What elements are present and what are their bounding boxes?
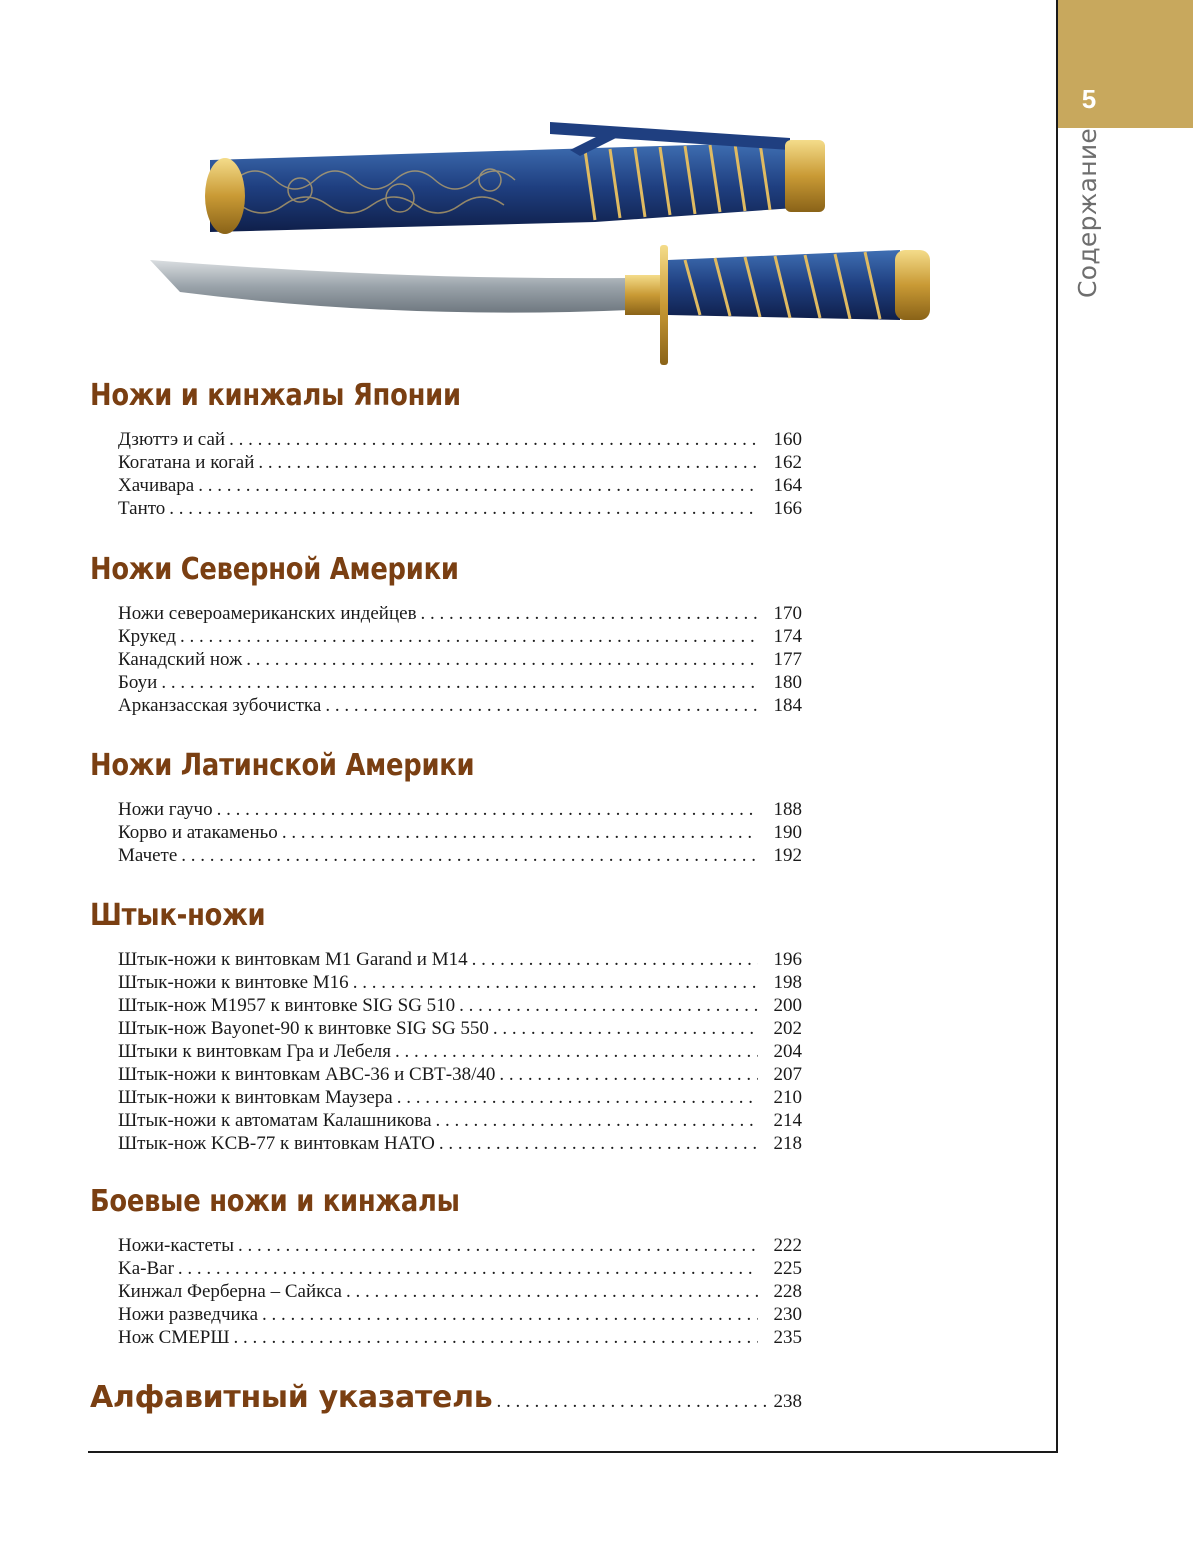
entry-page: 174 [773,626,802,647]
dot-leader [472,948,758,971]
bottom-border-line [88,1451,1058,1453]
section-title: Боевые ножи и кинжалы [90,1184,460,1219]
entry-label: Мачете [118,845,178,866]
entry-label: Крукед [118,626,177,647]
entry-page: 162 [773,452,802,473]
entry-label: Ka-Bar [118,1258,174,1279]
dot-leader [436,1109,758,1132]
dot-leader [346,1280,758,1303]
entry-label: Кинжал Ферберна – Сайкса [118,1281,342,1302]
toc-entry[interactable] [118,602,802,625]
dot-leader [161,671,758,694]
toc-entry[interactable] [118,1040,802,1063]
entry-page: 222 [773,1235,802,1256]
entry-page: 196 [773,949,802,970]
dot-leader [395,1040,758,1063]
entry-label: Штык-нож Bayonet-90 к винтовке SIG SG 550 [118,1018,489,1039]
toc-entry[interactable] [118,671,802,694]
dot-leader [493,1017,758,1040]
table-of-contents [90,376,802,1418]
toc-entry[interactable] [118,694,802,717]
entry-page: 166 [773,498,802,519]
section-title: Ножи и кинжалы Японии [90,378,461,413]
toc-entry[interactable] [118,1017,802,1040]
entry-label: Танто [118,498,166,519]
right-border-line [1056,0,1058,1452]
entry-page: 188 [773,799,802,820]
section-entries [118,948,802,1155]
dot-leader [397,1086,758,1109]
page-number: 5 [1081,84,1097,114]
section-entries [118,428,802,520]
entry-label: Ножи разведчика [118,1304,259,1325]
toc-entry[interactable] [118,648,802,671]
dot-leader [439,1132,758,1155]
section-entries [118,602,802,717]
entry-page: 235 [773,1327,802,1348]
entry-label: Ножи гаучо [118,799,213,820]
section-entries [118,1234,802,1349]
entry-label: Штык-ножи к винтовкам Маузера [118,1087,393,1108]
dot-leader [178,1257,758,1280]
toc-entry[interactable] [118,844,802,867]
toc-entry[interactable] [118,1280,802,1303]
dot-leader [246,648,758,671]
entry-label: Ножи североамериканских индейцев [118,603,417,624]
section-entries [118,798,802,867]
entry-label: Штык-ножи к автоматам Калашникова [118,1110,432,1131]
entry-label: Штыки к винтовкам Гра и Лебеля [118,1041,391,1062]
entry-page: 225 [773,1258,802,1279]
entry-label: Дзюттэ и сай [118,429,226,450]
entry-page: 200 [773,995,802,1016]
index-title: Алфавитный указатель [90,1380,493,1415]
dot-leader [181,844,758,867]
entry-page: 164 [773,475,802,496]
entry-label: Штык-ножи к винтовкам M1 Garand и M14 [118,949,468,970]
entry-label: Боуи [118,672,158,693]
dot-leader [238,1234,758,1257]
entry-label: Ножи-кастеты [118,1235,234,1256]
dot-leader [262,1303,758,1326]
toc-section [90,1182,802,1378]
toc-entry[interactable] [118,1086,802,1109]
entry-label: Хачивара [118,475,195,496]
dot-leader [282,821,758,844]
entry-page: 202 [773,1018,802,1039]
toc-section [90,376,802,550]
entry-page: 204 [773,1041,802,1062]
toc-entry[interactable] [118,798,802,821]
entry-label: Когатана и когай [118,452,255,473]
dot-leader [198,474,758,497]
section-tab-label: Содержание [1073,127,1102,298]
dot-leader [499,1063,758,1086]
dot-leader [180,625,758,648]
toc-entry[interactable] [118,1063,802,1086]
toc-entry[interactable] [118,971,802,994]
entry-page: 214 [773,1110,802,1131]
entry-label: Штык-ножи к винтовке M16 [118,972,349,993]
tanto-knife-with-scabbard-icon [140,110,940,375]
entry-page: 160 [773,429,802,450]
entry-label: Штык-нож KCB-77 к винтовкам НАТО [118,1133,435,1154]
toc-section [90,896,802,1182]
toc-entry[interactable] [118,625,802,648]
toc-entry[interactable] [118,1132,802,1155]
dot-leader [234,1326,758,1349]
dot-leader [229,428,758,451]
entry-label: Штык-ножи к винтовкам АВС-36 и СВТ-38/40 [118,1064,496,1085]
toc-entry[interactable] [118,497,802,520]
dot-leader [325,694,758,717]
index-entry[interactable] [90,1378,802,1418]
entry-label: Штык-нож M1957 к винтовке SIG SG 510 [118,995,456,1016]
section-title: Ножи Северной Америки [90,552,459,587]
entry-page: 228 [773,1281,802,1302]
toc-entry[interactable] [118,994,802,1017]
entry-page: 218 [773,1133,802,1154]
entry-page: 207 [773,1064,802,1085]
entry-page: 184 [773,695,802,716]
dot-leader [169,497,758,520]
dot-leader [496,1391,769,1413]
toc-section [90,550,802,746]
entry-page: 210 [773,1087,802,1108]
entry-page: 192 [773,845,802,866]
dot-leader [353,971,758,994]
entry-page: 170 [773,603,802,624]
toc-entry[interactable] [118,1234,802,1257]
entry-page: 177 [773,649,802,670]
dot-leader [217,798,758,821]
entry-page: 190 [773,822,802,843]
entry-page: 198 [773,972,802,993]
toc-section [90,746,802,896]
section-tab [1071,127,1105,298]
entry-label: Нож СМЕРШ [118,1327,230,1348]
dot-leader [421,602,758,625]
entry-label: Корво и атакаменьо [118,822,278,843]
toc-entry[interactable] [118,1303,802,1326]
toc-entry[interactable] [118,821,802,844]
entry-page: 230 [773,1304,802,1325]
entry-page: 180 [773,672,802,693]
toc-entry[interactable] [118,1257,802,1280]
toc-entry[interactable] [118,1326,802,1349]
toc-entry[interactable] [118,948,802,971]
section-title: Штык-ножи [90,898,266,933]
toc-entry[interactable] [118,428,802,451]
dot-leader [459,994,758,1017]
entry-label: Арканзасская зубочистка [118,695,322,716]
toc-entry[interactable] [118,451,802,474]
dot-leader [258,451,758,474]
toc-entry[interactable] [118,474,802,497]
toc-entry[interactable] [118,1109,802,1132]
section-title: Ножи Латинской Америки [90,748,475,783]
entry-label: Канадский нож [118,649,243,670]
index-page: 238 [773,1391,802,1412]
